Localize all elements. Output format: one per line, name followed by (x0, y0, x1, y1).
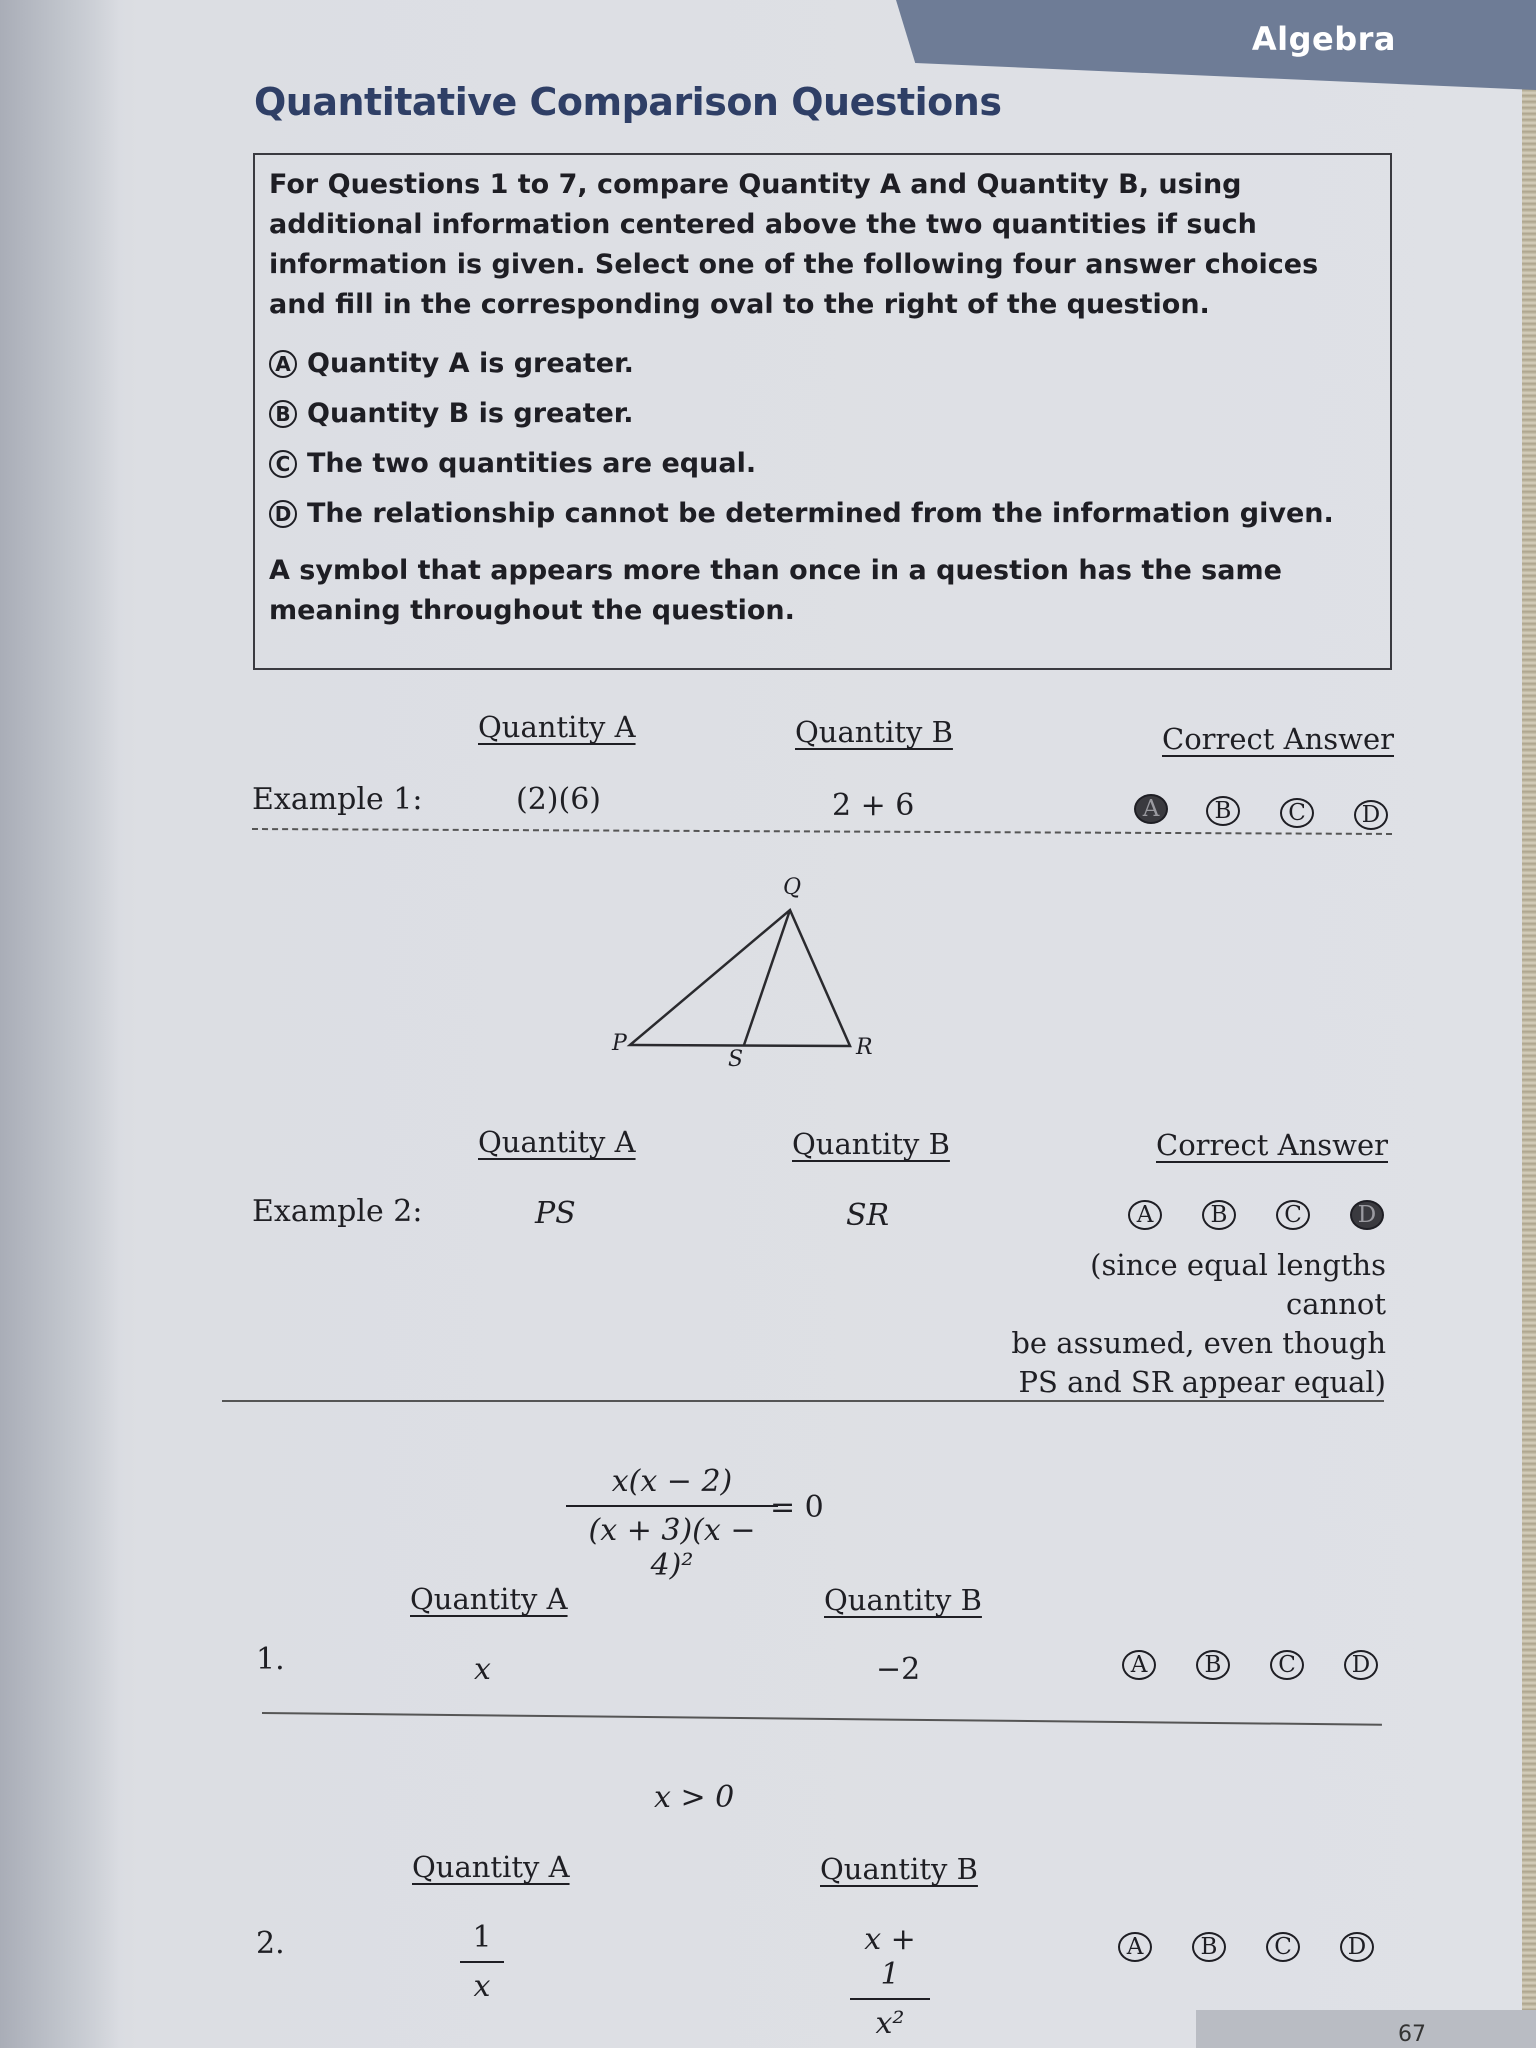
answer-choice-list (269, 339, 1374, 539)
page-number: 67 (1398, 2022, 1426, 2047)
question1-oval-a[interactable]: A (1122, 1650, 1156, 1680)
example2-explanation (1000, 1246, 1386, 1402)
question2-quantity-a-fraction (460, 1920, 504, 2004)
example1-quantity-a-header: Quantity A (478, 710, 636, 744)
triangle-pqr (630, 910, 850, 1046)
question2-quantity-b-fraction (850, 1922, 930, 2041)
triangle-figure (600, 870, 880, 1070)
answer-choice-b (269, 389, 1374, 439)
example2-correct-answer-header: Correct Answer (1156, 1128, 1388, 1162)
question2-oval-b[interactable]: B (1192, 1932, 1226, 1962)
question1-quantity-a-header: Quantity A (410, 1582, 568, 1616)
example2-quantity-b: SR (846, 1198, 890, 1233)
example2-quantity-a-header: Quantity A (478, 1125, 636, 1159)
vertex-label-s: S (728, 1047, 744, 1070)
example2-oval-b: B (1202, 1200, 1236, 1230)
choice-letter-a: A (269, 350, 297, 378)
example1-oval-b: B (1206, 796, 1240, 826)
question1-condition-denominator: (x + 3)(x − 4)² (588, 1513, 756, 1583)
question1-condition-rhs: = 0 (770, 1490, 824, 1525)
question2-oval-a[interactable]: A (1118, 1932, 1152, 1962)
example2-oval-c: C (1276, 1200, 1310, 1230)
example1-oval-a: A (1134, 794, 1168, 824)
answer-choice-c (269, 439, 1374, 489)
example1-quantity-b-header: Quantity B (795, 715, 953, 749)
example2-quantity-b-header: Quantity B (792, 1127, 950, 1161)
example1-correct-answer-header: Correct Answer (1162, 722, 1394, 756)
question2-condition: x > 0 (654, 1780, 735, 1815)
question1-oval-b[interactable]: B (1196, 1650, 1230, 1680)
question1-number: 1. (256, 1642, 285, 1677)
book-spine-shadow (0, 0, 120, 2048)
explanation-line-2: be assumed, even though (1011, 1326, 1386, 1360)
question1-oval-c[interactable]: C (1270, 1650, 1304, 1680)
footer-band (1196, 2010, 1536, 2048)
explanation-line-3: PS and SR appear equal) (1018, 1365, 1386, 1399)
instructions-note: A symbol that appears more than once in a question has the same meaning throughout the question. (269, 555, 1282, 626)
example2-oval-d: D (1350, 1200, 1384, 1230)
example1-quantity-a: (2)(6) (516, 782, 601, 817)
vertex-label-r: R (856, 1035, 873, 1060)
page-title: Quantitative Comparison Questions (254, 80, 1002, 124)
answer-choice-d (269, 489, 1374, 539)
example2-label: Example 2: (252, 1194, 423, 1229)
example2-oval-a: A (1128, 1200, 1162, 1230)
choice-text-b: Quantity B is greater. (307, 398, 634, 429)
question2-quantity-a-header: Quantity A (412, 1850, 570, 1884)
answer-choice-a (269, 339, 1374, 389)
question2-quantity-a-numerator: 1 (472, 1920, 492, 1955)
instructions-box (253, 153, 1392, 670)
page-edge (1522, 60, 1536, 2048)
choice-text-d: The relationship cannot be determined from the information given. (307, 498, 1334, 529)
choice-letter-d: D (269, 500, 297, 528)
example1-label: Example 1: (252, 782, 423, 817)
examples-divider (222, 1400, 1384, 1402)
question2-quantity-a-denominator: x (473, 1969, 491, 2004)
question2-quantity-b-numerator: x + 1 (864, 1922, 916, 1992)
instructions-intro: For Questions 1 to 7, compare Quantity A and Quantity B, using additional information centered above the two quantities if such information is given. Select one of the following four answer choices and fill in the corresponding oval to the right of the question. (269, 169, 1319, 320)
question2-quantity-b-denominator: x² (875, 2006, 905, 2041)
choice-text-a: Quantity A is greater. (307, 348, 634, 379)
explanation-line-1: (since equal lengths cannot (1090, 1248, 1386, 1321)
question1-quantity-a: x (474, 1652, 491, 1687)
example1-oval-d: D (1354, 800, 1388, 830)
question1-quantity-b: −2 (876, 1652, 921, 1687)
vertex-label-p: P (612, 1031, 627, 1056)
question2-quantity-b-header: Quantity B (820, 1852, 978, 1886)
vertex-label-q: Q (783, 875, 802, 900)
section-tab-label: Algebra (1251, 20, 1396, 58)
question1-quantity-b-header: Quantity B (824, 1583, 982, 1617)
question2-oval-c[interactable]: C (1266, 1932, 1300, 1962)
question2-oval-d[interactable]: D (1340, 1932, 1374, 1962)
question2-number: 2. (256, 1926, 285, 1961)
question1-oval-d[interactable]: D (1344, 1650, 1378, 1680)
example1-oval-c: C (1280, 798, 1314, 828)
question1-condition-fraction (566, 1464, 778, 1583)
choice-letter-c: C (269, 450, 297, 478)
choice-letter-b: B (269, 400, 297, 428)
example1-quantity-b: 2 + 6 (832, 788, 915, 823)
question1-condition-numerator: x(x − 2) (611, 1464, 733, 1499)
choice-text-c: The two quantities are equal. (307, 448, 757, 479)
example2-quantity-a: PS (535, 1196, 576, 1231)
